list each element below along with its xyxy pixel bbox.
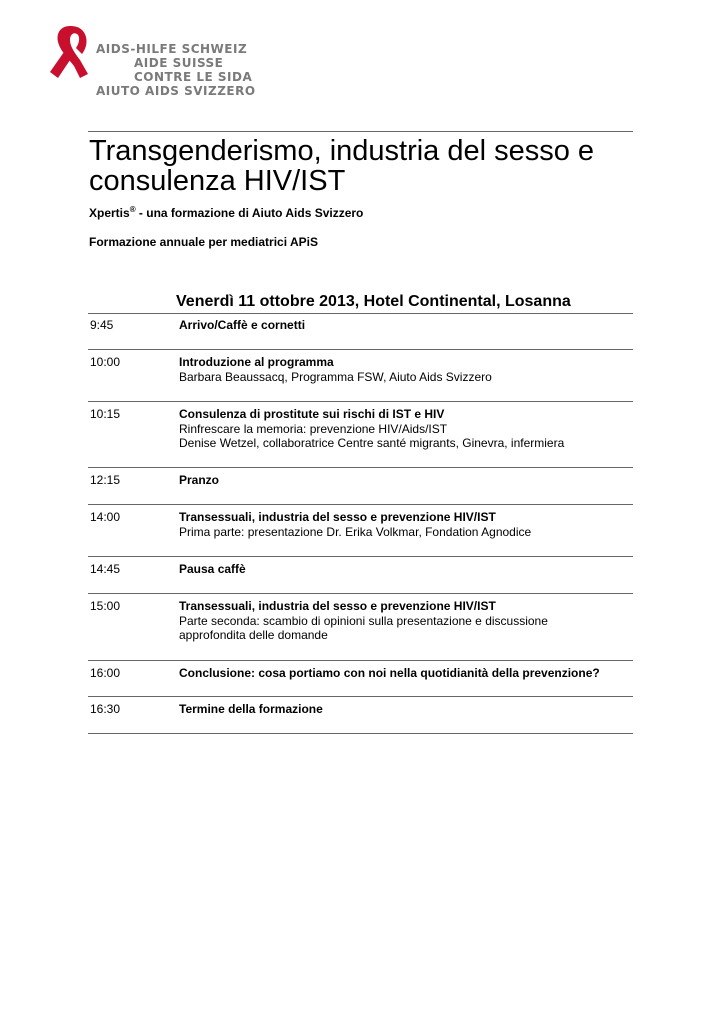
schedule-time: 12:15 [90,473,121,487]
schedule-title: Introduzione al programma [179,355,334,369]
schedule-row [88,350,633,402]
schedule-time: 14:45 [90,562,121,576]
schedule-row [88,557,633,594]
schedule-table [88,313,633,734]
schedule-time: 16:00 [90,666,121,680]
schedule-time: 16:30 [90,702,121,716]
schedule-time: 14:00 [90,510,121,524]
subtitle-rest: - una formazione di Aiuto Aids Svizzero [135,206,364,220]
schedule-title: Pausa caffè [179,562,246,576]
schedule-time: 10:15 [90,407,121,421]
schedule-time: 9:45 [90,318,114,332]
organization-logo [44,22,284,98]
red-ribbon-icon [44,22,94,82]
schedule-row [88,661,633,697]
top-divider [88,131,633,132]
subtitle [89,205,363,220]
schedule-detail: Denise Wetzel, collaboratrice Centre santé migrants, Ginevra, infermiera [179,436,565,450]
schedule-time: 10:00 [90,355,121,369]
schedule-row [88,402,633,468]
schedule-row [88,594,633,661]
subtitle-brand: Xpertis [89,206,130,220]
schedule-row [88,468,633,505]
schedule-title: Consulenza di prostitute sui rischi di IST e HIV [179,407,445,421]
schedule-title: Transessuali, industria del sesso e prevenzione HIV/IST [179,599,496,613]
subtitle-audience: Formazione annuale per mediatrici APiS [89,235,318,249]
logo-text-line2: AIDE SUISSE CONTRE LE SIDA [134,56,253,84]
logo-text-line3: AIUTO AIDS SVIZZERO [96,84,256,98]
registered-mark: ® [129,205,136,214]
schedule-title: Pranzo [179,473,220,487]
schedule-detail: Barbara Beaussacq, Programma FSW, Aiuto Aids Svizzero [179,369,492,384]
document-title: Transgenderismo, industria del sesso e consulenza HIV/IST [89,135,595,197]
schedule-title: Conclusione: cosa portiamo con noi nella quotidianità della prevenzione? [179,666,600,680]
logo-text-line1: AIDS-HILFE SCHWEIZ [96,42,248,56]
schedule-time: 15:00 [90,599,121,613]
schedule-row [88,505,633,557]
schedule-detail: Prima parte: presentazione Dr. Erika Volkmar, Fondation Agnodice [179,524,532,539]
schedule-title: Transessuali, industria del sesso e prevenzione HIV/IST [179,510,496,524]
schedule-detail: Rinfrescare la memoria: prevenzione HIV/Aids/IST [179,421,448,436]
event-heading: Venerdì 11 ottobre 2013, Hotel Continental, Losanna [176,293,571,310]
schedule-row [88,313,633,350]
schedule-detail: Parte seconda: scambio di opinioni sulla presentazione e discussione [179,613,548,628]
schedule-title: Termine della formazione [179,702,323,716]
schedule-title: Arrivo/Caffè e cornetti [179,318,306,332]
schedule-detail: approfondita delle domande [179,628,328,642]
schedule-row [88,697,633,734]
